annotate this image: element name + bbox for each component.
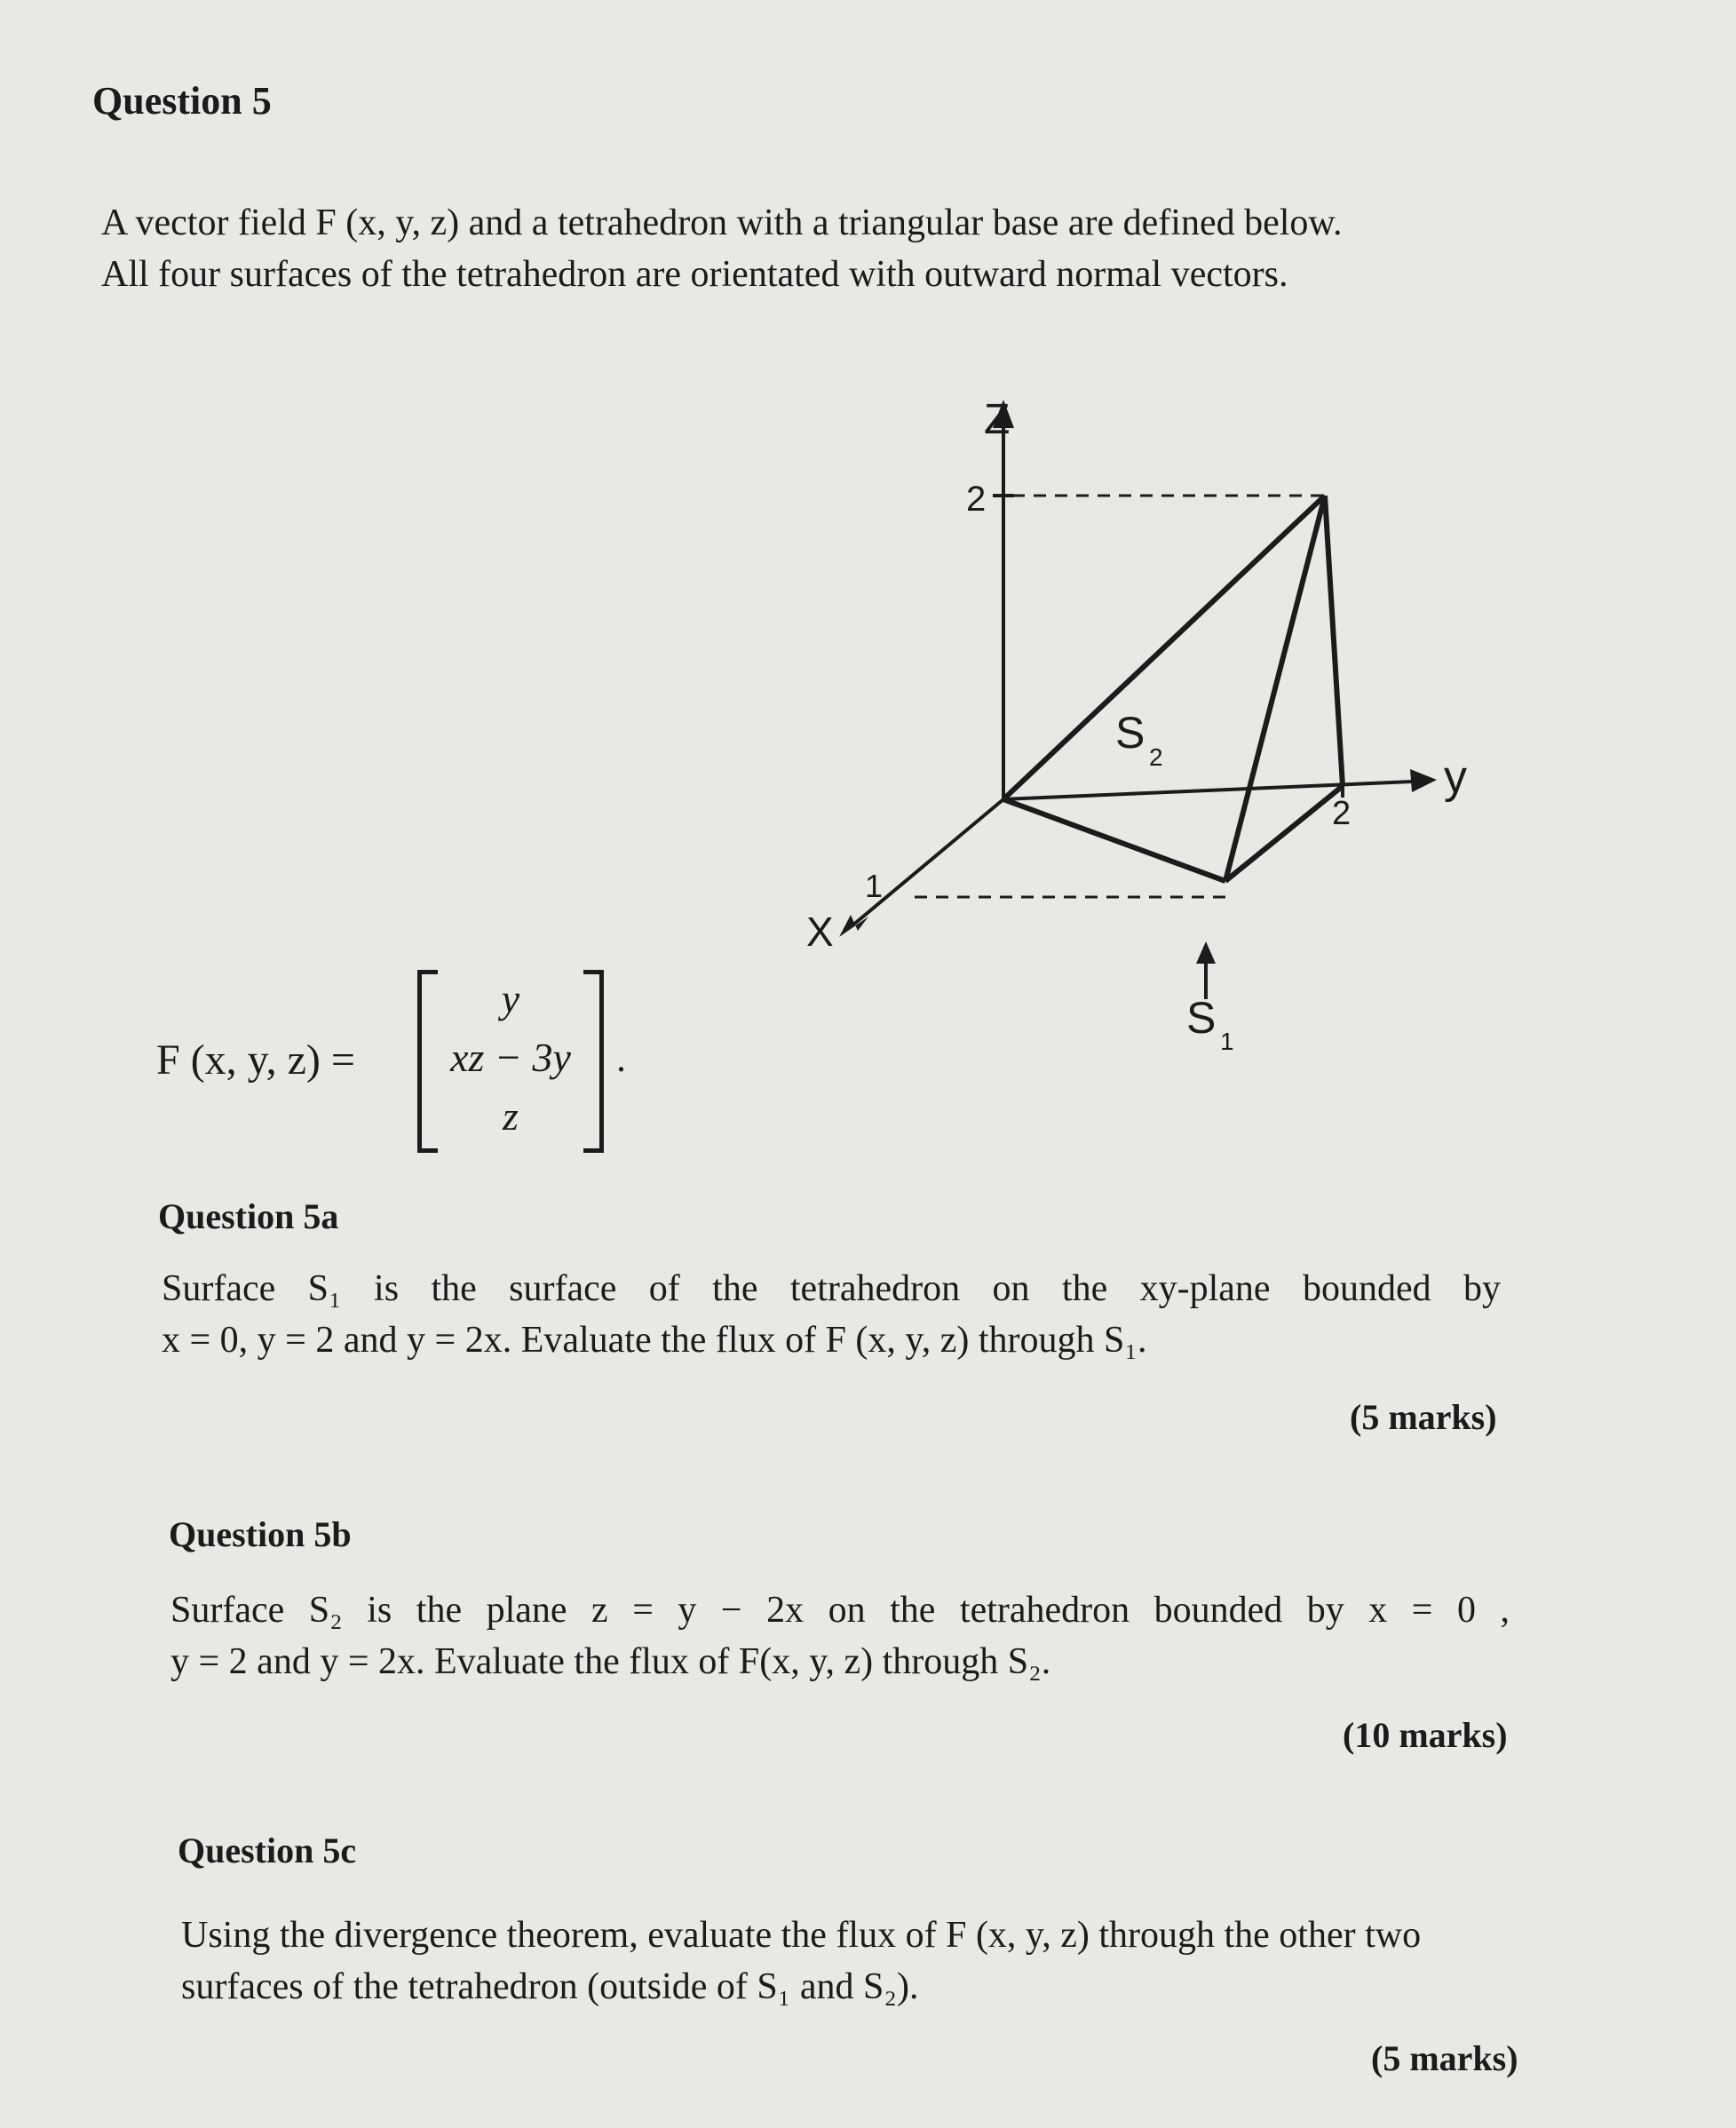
x-axis-label: X — [806, 909, 834, 955]
matrix-row-2: xz − 3y — [450, 1035, 571, 1080]
edge-origin-base — [1003, 799, 1225, 881]
edge-base-y2 — [1225, 786, 1343, 881]
question-title: Question 5 — [92, 79, 272, 123]
y-axis-label: y — [1444, 751, 1467, 803]
x-axis — [852, 799, 1003, 925]
matrix-right-bracket — [583, 970, 604, 1153]
q5b-title: Question 5b — [169, 1514, 352, 1554]
s2-label: S — [1115, 708, 1145, 758]
q5a-line-1: Surface S₁ is the surface of the tetrahedron on the xy-plane bounded by — [162, 1268, 1501, 1309]
x-axis-arrow-icon — [839, 915, 868, 937]
field-matrix — [417, 970, 604, 1147]
field-period: . — [616, 1036, 626, 1080]
q5a-marks: (5 marks) — [1350, 1397, 1497, 1437]
q5c-line-2: surfaces of the tetrahedron (outside of S₁ and S₂). — [181, 1966, 919, 2007]
z-axis-label: Z — [984, 396, 1011, 443]
y-tick-label: 2 — [1332, 795, 1352, 832]
intro-line-1: A vector field F (x, y, z) and a tetrahedron with a triangular base are defined below. — [101, 202, 1343, 243]
matrix-row-1: y — [501, 976, 520, 1021]
q5a-title: Question 5a — [158, 1196, 339, 1236]
edge-apex-y2 — [1325, 496, 1343, 786]
matrix-row-3: z — [503, 1093, 519, 1139]
s2-label-sub: 2 — [1149, 743, 1163, 771]
q5c-line-1: Using the divergence theorem, evaluate the flux of F (x, y, z) through the other two — [181, 1915, 1422, 1956]
q5b-marks: (10 marks) — [1343, 1715, 1508, 1755]
field-lhs: F (x, y, z) = — [156, 1036, 355, 1084]
edge-apex-base — [1225, 496, 1325, 881]
q5c-marks: (5 marks) — [1371, 2038, 1518, 2078]
z-tick-label: 2 — [966, 480, 987, 519]
q5b-line-1: Surface S₂ is the plane z = y − 2x on the tetrahedron bounded by x = 0 , — [170, 1590, 1510, 1631]
tetrahedron-diagram — [755, 382, 1554, 1075]
x-tick-label: 1 — [865, 868, 884, 904]
intro-line-2: All four surfaces of the tetrahedron are orientated with outward normal vectors. — [101, 254, 1288, 295]
s1-label-sub: 1 — [1220, 1028, 1234, 1055]
y-axis-arrow-icon — [1410, 769, 1437, 792]
q5b-line-2: y = 2 and y = 2x. Evaluate the flux of F(x, y, z) through S₂. — [170, 1641, 1051, 1682]
q5c-title: Question 5c — [178, 1830, 357, 1870]
edge-origin-apex — [1003, 496, 1325, 799]
s1-arrow-icon — [1196, 941, 1216, 964]
q5a-line-2: x = 0, y = 2 and y = 2x. Evaluate the flux of F (x, y, z) through S₁. — [162, 1320, 1147, 1361]
s1-label: S — [1186, 993, 1217, 1043]
